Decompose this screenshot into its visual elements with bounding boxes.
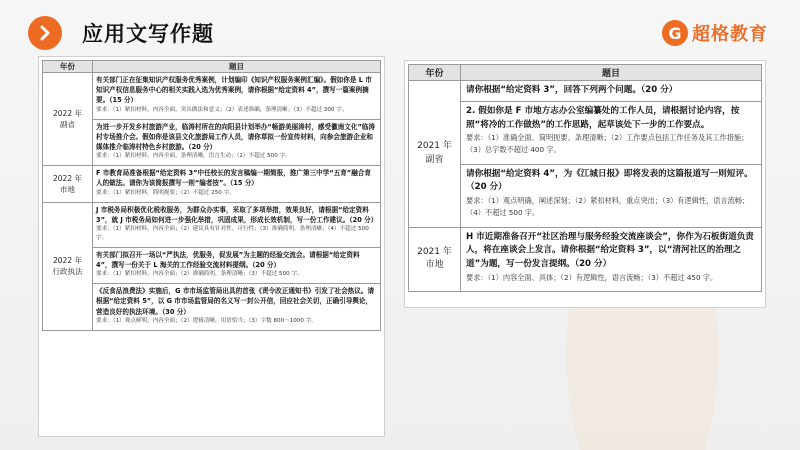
table-row — [43, 247, 381, 283]
table-header-row — [43, 61, 381, 73]
table-row — [409, 227, 762, 291]
requirement-text: 要求：（1）紧扣材料，内容全面，条理清晰，语言生动；（2）不超过 500 字。 — [96, 153, 291, 160]
question-text: 2. 假如你是 F 市地方志办公室编纂处的工作人员，请根据讨论内容，按照“将冷的工作做热”的工作思路，起草该处下一步的工作要点。 — [466, 105, 740, 130]
requirement-text: 要求：（1）观点明确，阐述深刻；（2）紧扣材料，重点突出；（3）有逻辑性，语言流畅；（4）不超过 500 字。 — [466, 196, 750, 218]
table-row — [43, 119, 381, 166]
requirement-text: 要求：（1）紧扣材料，内容全面；（2）准确简明，条理清晰；（3）不超过 500 字。 — [96, 271, 303, 278]
arrow-badge — [28, 16, 62, 50]
table-row — [43, 202, 381, 247]
brand-name: 超格教育 — [692, 24, 768, 45]
column-header-question: 题目 — [93, 61, 381, 73]
question-cell — [93, 284, 381, 331]
question-text: 请你根据“给定资料 3”，回答下列两个问题。（20 分） — [466, 85, 678, 95]
question-cell — [93, 73, 381, 120]
question-cell — [461, 81, 762, 102]
question-text: 为进一步开发乡村旅游产业，临涛村所在的向阳县计划举办“畅游美丽涛村，感受徽南文化”临涛村专场推介会。假如你是该县文化旅游局工作人员，请你草拟一份宣传材料，向参会旅游企业和媒体推介临涛村特色乡村旅游。（20 分） — [96, 122, 376, 152]
year-cell: 2022 年 市地 — [43, 166, 93, 202]
question-cell — [93, 119, 381, 166]
requirement-text: 要求：（1）内容全面、具体；（2）有逻辑性，语言流畅；（3）不超过 450 字。 — [466, 272, 718, 282]
slide-header — [0, 0, 800, 62]
column-header-question: 题目 — [461, 65, 762, 81]
table-header-row — [409, 65, 762, 81]
question-text: 有关部门拟召开一场以“严执法，优服务，促发展”为主题的经验交流会。请根据“给定资料 4”，撰写一份关于 L 海关的工作经验交流材料提纲。（20 分） — [96, 250, 360, 270]
brand-g-icon: G — [662, 20, 688, 46]
right-exam-table-panel — [404, 60, 766, 308]
table-row — [409, 101, 762, 164]
question-cell — [93, 166, 381, 202]
year-cell: 2022 年 行政执法 — [43, 202, 93, 330]
chevron-right-icon — [37, 25, 53, 41]
question-cell — [461, 101, 762, 164]
requirement-text: 要求：（1）紧扣材料，简明扼要；（2）不超过 250 字。 — [96, 189, 235, 196]
question-text: F 市教育局准备根据“给定资料 3”中任校长的发言稿编一期简报，推广第三中学“五育”融合育人的做法。请你为该简报撰写一则“编者按”。（15 分） — [96, 169, 371, 188]
question-text: 请你根据“给定资料 4”，为《江城日报》即将发表的这篇报道写一则短评。（20 分） — [466, 168, 753, 193]
column-header-year: 年份 — [43, 61, 93, 73]
right-exam-table — [408, 64, 762, 292]
table-row — [409, 81, 762, 102]
left-exam-table — [42, 60, 381, 331]
question-text: H 市近期准备召开“社区治理与服务经验交流座谈会”，你作为石板街道负责人，将在座谈会上发言。请你根据“给定资料 3”，以“清河社区的治理之道”为题，写一份发言提纲。（20 分） — [466, 231, 754, 270]
table-row — [43, 166, 381, 202]
requirement-text: 要求：（1）观点鲜明，内容全面；（2）逻辑清晰，用语恰当；（3）字数 800～1000 字。 — [96, 317, 317, 324]
table-row — [43, 284, 381, 331]
year-cell: 2021 年 副省 — [409, 81, 461, 228]
question-cell — [461, 227, 762, 291]
requirement-text: 要求：（1）紧扣材料，内容全面，突出做法和意义；（2）表述准确，条理清晰；（3）不超过 300 字。 — [96, 106, 348, 113]
page-title: 应用文写作题 — [82, 22, 214, 46]
question-text: 有关部门正在征集知识产权服务优秀案例，计划编印《知识产权服务案例汇编》。假如你是 L 市知识产权信息服务中心的相关实践入选为优秀案例，请你根据“给定资料 4”，撰写一篇案例摘要。（15 分） — [96, 76, 372, 105]
column-header-year: 年份 — [409, 65, 461, 81]
question-text: J 市税务局积极优化税收服务，为群众办实事，采取了多项举措，效果良好，请根据“给定资料 3”，就 J 市税务局如何进一步强化举措，巩固成果，形成长效机制，写一份工作建议。（20 分） — [96, 205, 378, 224]
question-cell — [461, 164, 762, 227]
year-cell: 2021 年 市地 — [409, 227, 461, 291]
left-exam-table-panel — [38, 56, 385, 437]
brand-logo — [662, 20, 768, 46]
year-cell: 2022 年 副省 — [43, 73, 93, 166]
requirement-text: 要求：（1）紧扣材料，内容全面；（2）建议具有针对性、可行性；（3）准确简明，条理清晰；（4）不超过 500 字。 — [96, 226, 369, 241]
question-text: 《反食品浪费法》实施后，G 市市场监管局出具的首张《责令改正通知书》引发了社会热议。请根据“给定资料 5”，以 G 市市场监管局的名义写一封公开信，回应社会关切，正确引导舆论，营造良好的执法环境。（30 分） — [96, 287, 375, 316]
question-cell — [93, 247, 381, 283]
table-row — [409, 164, 762, 227]
question-cell — [93, 202, 381, 247]
table-row — [43, 73, 381, 120]
requirement-text: 要求：（1）准确全面、简明扼要、条理清晰；（2）工作要点包括工作任务及其工作措施；（3）总字数不超过 400 字。 — [466, 133, 749, 155]
